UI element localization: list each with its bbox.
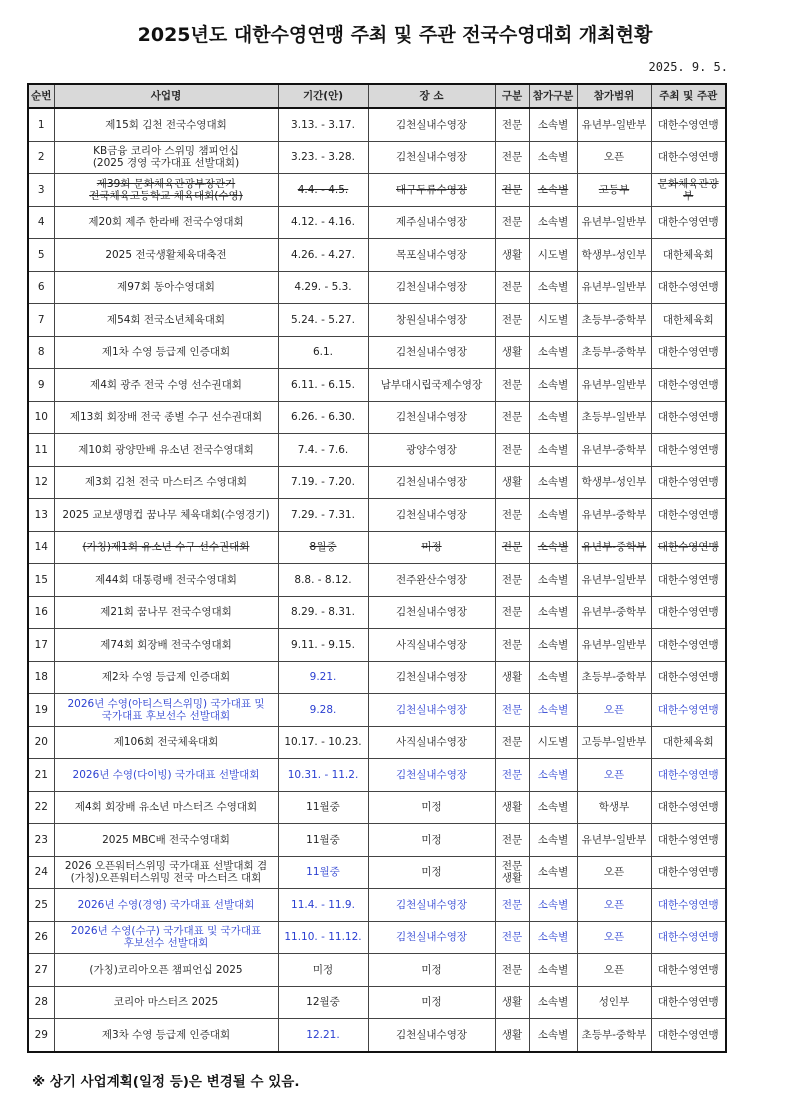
cell-name: 제3회 김천 전국 마스터즈 수영대회 (54, 466, 278, 499)
cell-type: 전문 (495, 694, 529, 727)
cell-no: 6 (28, 271, 54, 304)
cell-venue: 미정 (368, 824, 495, 857)
document-date: 2025. 9. 5. (648, 60, 728, 74)
cell-entry: 소속별 (529, 856, 577, 889)
table-row (28, 726, 726, 759)
cell-period: 9.11. - 9.15. (278, 629, 368, 662)
cell-entry: 소속별 (529, 369, 577, 402)
cell-type: 전문 (495, 726, 529, 759)
cell-no: 2 (28, 141, 54, 174)
cell-name: 2026년 수영(아티스틱스위밍) 국가대표 및 국가대표 후보선수 선발대회 (54, 694, 278, 727)
cell-type: 전문 (495, 434, 529, 467)
header-type: 구분 (495, 84, 529, 108)
cell-no: 16 (28, 596, 54, 629)
cell-type: 생활 (495, 239, 529, 272)
cell-range: 유년부-일반부 (577, 369, 651, 402)
table-row (28, 564, 726, 597)
header-name: 사업명 (54, 84, 278, 108)
cell-venue: 미정 (368, 986, 495, 1019)
table-row (28, 206, 726, 239)
cell-period: 6.1. (278, 336, 368, 369)
cell-entry: 소속별 (529, 759, 577, 792)
cell-type: 전문 (495, 596, 529, 629)
cell-venue: 창원실내수영장 (368, 304, 495, 337)
cell-name: KB금융 코리아 스위밍 챔피언십 (2025 경영 국가대표 선발대회) (54, 141, 278, 174)
table-row (28, 401, 726, 434)
cell-no: 1 (28, 108, 54, 141)
cell-no: 20 (28, 726, 54, 759)
cell-range: 고등부-일반부 (577, 726, 651, 759)
cell-no: 15 (28, 564, 54, 597)
table-row (28, 694, 726, 727)
cell-venue: 전주완산수영장 (368, 564, 495, 597)
table-row (28, 1019, 726, 1052)
cell-period: 10.31. - 11.2. (278, 759, 368, 792)
cell-venue: 김천실내수영장 (368, 466, 495, 499)
cell-host: 대한체육회 (651, 726, 726, 759)
cell-no: 14 (28, 531, 54, 564)
cell-period: 9.28. (278, 694, 368, 727)
cell-type: 생활 (495, 466, 529, 499)
cell-venue: 김천실내수영장 (368, 759, 495, 792)
table-row (28, 824, 726, 857)
cell-period: 9.21. (278, 661, 368, 694)
cell-range: 유년부-일반부 (577, 824, 651, 857)
cell-range: 성인부 (577, 986, 651, 1019)
table-row (28, 856, 726, 889)
cell-host: 대한수영연맹 (651, 531, 726, 564)
cell-no: 27 (28, 954, 54, 987)
cell-range: 학생부-성인부 (577, 239, 651, 272)
cell-range: 오픈 (577, 954, 651, 987)
cell-type: 생활 (495, 986, 529, 1019)
cell-name: 제4회 회장배 유소년 마스터즈 수영대회 (54, 791, 278, 824)
cell-type: 전문 (495, 629, 529, 662)
cell-type: 전문 (495, 759, 529, 792)
cell-no: 3 (28, 174, 54, 207)
cell-entry: 소속별 (529, 629, 577, 662)
cell-period: 3.23. - 3.28. (278, 141, 368, 174)
cell-type: 전문 (495, 921, 529, 954)
cell-host: 대한수영연맹 (651, 206, 726, 239)
cell-range: 유년부-중학부 (577, 499, 651, 532)
cell-host: 대한수영연맹 (651, 434, 726, 467)
cell-name: 제20회 제주 한라배 전국수영대회 (54, 206, 278, 239)
cell-host: 대한수영연맹 (651, 629, 726, 662)
cell-host: 대한수영연맹 (651, 791, 726, 824)
cell-no: 21 (28, 759, 54, 792)
cell-range: 유년부-일반부 (577, 206, 651, 239)
cell-entry: 소속별 (529, 336, 577, 369)
cell-no: 9 (28, 369, 54, 402)
cell-venue: 대구두류수영장 (368, 174, 495, 207)
cell-name: 제106회 전국체육대회 (54, 726, 278, 759)
cell-name: 제4회 광주 전국 수영 선수권대회 (54, 369, 278, 402)
header-host: 주최 및 주관 (651, 84, 726, 108)
cell-type: 전문 (495, 304, 529, 337)
cell-no: 19 (28, 694, 54, 727)
cell-name: 2026년 수영(수구) 국가대표 및 국가대표 후보선수 선발대회 (54, 921, 278, 954)
table-row (28, 791, 726, 824)
cell-venue: 김천실내수영장 (368, 499, 495, 532)
cell-no: 29 (28, 1019, 54, 1052)
cell-host: 대한수영연맹 (651, 499, 726, 532)
cell-venue: 남부대시립국제수영장 (368, 369, 495, 402)
cell-entry: 소속별 (529, 401, 577, 434)
cell-type: 전문 생활 (495, 856, 529, 889)
cell-entry: 소속별 (529, 921, 577, 954)
cell-period: 8.8. - 8.12. (278, 564, 368, 597)
cell-entry: 시도별 (529, 304, 577, 337)
cell-host: 대한수영연맹 (651, 759, 726, 792)
cell-entry: 소속별 (529, 271, 577, 304)
cell-venue: 미정 (368, 954, 495, 987)
cell-host: 문화체육관광부 (651, 174, 726, 207)
cell-no: 8 (28, 336, 54, 369)
table-row (28, 661, 726, 694)
table-row (28, 369, 726, 402)
cell-host: 대한수영연맹 (651, 1019, 726, 1052)
cell-period: 7.19. - 7.20. (278, 466, 368, 499)
cell-period: 4.29. - 5.3. (278, 271, 368, 304)
cell-entry: 시도별 (529, 726, 577, 759)
cell-type: 생활 (495, 661, 529, 694)
cell-period: 10.17. - 10.23. (278, 726, 368, 759)
table-row (28, 499, 726, 532)
cell-venue: 김천실내수영장 (368, 401, 495, 434)
cell-type: 생활 (495, 336, 529, 369)
cell-period: 4.4. - 4.5. (278, 174, 368, 207)
cell-host: 대한수영연맹 (651, 369, 726, 402)
cell-range: 유년부-일반부 (577, 564, 651, 597)
cell-period: 3.13. - 3.17. (278, 108, 368, 141)
cell-no: 4 (28, 206, 54, 239)
table-row (28, 986, 726, 1019)
cell-no: 10 (28, 401, 54, 434)
cell-venue: 미정 (368, 856, 495, 889)
cell-range: 학생부-성인부 (577, 466, 651, 499)
cell-no: 12 (28, 466, 54, 499)
page-title: 2025년도 대한수영연맹 주최 및 주관 전국수영대회 개최현황 (137, 24, 653, 46)
cell-host: 대한수영연맹 (651, 661, 726, 694)
cell-range: 유년부-일반부 (577, 108, 651, 141)
cell-type: 전문 (495, 824, 529, 857)
cell-name: 제10회 광양만배 유소년 전국수영대회 (54, 434, 278, 467)
table-header-row (28, 84, 726, 108)
cell-period: 12.21. (278, 1019, 368, 1052)
table-row (28, 434, 726, 467)
cell-entry: 소속별 (529, 531, 577, 564)
cell-range: 오픈 (577, 889, 651, 922)
cell-venue: 사직실내수영장 (368, 629, 495, 662)
cell-type: 전문 (495, 174, 529, 207)
cell-host: 대한수영연맹 (651, 856, 726, 889)
cell-type: 생활 (495, 1019, 529, 1052)
table-row (28, 629, 726, 662)
cell-host: 대한수영연맹 (651, 596, 726, 629)
cell-name: 제2차 수영 등급제 인증대회 (54, 661, 278, 694)
cell-name: 제15회 김천 전국수영대회 (54, 108, 278, 141)
cell-name: (가칭)코리아오픈 챔피언십 2025 (54, 954, 278, 987)
cell-venue: 김천실내수영장 (368, 336, 495, 369)
table-row (28, 336, 726, 369)
cell-entry: 소속별 (529, 141, 577, 174)
cell-type: 전문 (495, 954, 529, 987)
cell-range: 초등부-일반부 (577, 401, 651, 434)
cell-type: 전문 (495, 564, 529, 597)
cell-host: 대한수영연맹 (651, 401, 726, 434)
cell-venue: 사직실내수영장 (368, 726, 495, 759)
cell-name: 2025 교보생명컵 꿈나무 체육대회(수영경기) (54, 499, 278, 532)
cell-host: 대한수영연맹 (651, 271, 726, 304)
cell-range: 초등부-중학부 (577, 336, 651, 369)
cell-venue: 제주실내수영장 (368, 206, 495, 239)
cell-range: 오픈 (577, 856, 651, 889)
cell-no: 7 (28, 304, 54, 337)
cell-entry: 소속별 (529, 954, 577, 987)
cell-no: 18 (28, 661, 54, 694)
cell-name: 제3차 수영 등급제 인증대회 (54, 1019, 278, 1052)
cell-entry: 소속별 (529, 694, 577, 727)
cell-host: 대한수영연맹 (651, 921, 726, 954)
cell-name: 제97회 동아수영대회 (54, 271, 278, 304)
cell-entry: 소속별 (529, 1019, 577, 1052)
cell-host: 대한수영연맹 (651, 986, 726, 1019)
cell-entry: 소속별 (529, 466, 577, 499)
cell-entry: 소속별 (529, 596, 577, 629)
cell-entry: 소속별 (529, 791, 577, 824)
cell-range: 오픈 (577, 694, 651, 727)
cell-venue: 김천실내수영장 (368, 694, 495, 727)
cell-entry: 소속별 (529, 986, 577, 1019)
header-period: 기간(안) (278, 84, 368, 108)
cell-host: 대한체육회 (651, 304, 726, 337)
cell-name: 2025 MBC배 전국수영대회 (54, 824, 278, 857)
cell-period: 4.26. - 4.27. (278, 239, 368, 272)
cell-name: 제74회 회장배 전국수영대회 (54, 629, 278, 662)
cell-host: 대한수영연맹 (651, 564, 726, 597)
table-row (28, 921, 726, 954)
cell-no: 22 (28, 791, 54, 824)
cell-venue: 김천실내수영장 (368, 141, 495, 174)
cell-type: 전문 (495, 108, 529, 141)
cell-host: 대한수영연맹 (651, 141, 726, 174)
cell-range: 유년부-일반부 (577, 271, 651, 304)
cell-range: 고등부 (577, 174, 651, 207)
cell-venue: 광양수영장 (368, 434, 495, 467)
cell-host: 대한수영연맹 (651, 108, 726, 141)
cell-host: 대한수영연맹 (651, 336, 726, 369)
cell-name: 제54회 전국소년체육대회 (54, 304, 278, 337)
cell-venue: 김천실내수영장 (368, 661, 495, 694)
cell-entry: 소속별 (529, 824, 577, 857)
cell-name: 제1차 수영 등급제 인증대회 (54, 336, 278, 369)
cell-venue: 미정 (368, 531, 495, 564)
cell-entry: 소속별 (529, 108, 577, 141)
cell-entry: 소속별 (529, 889, 577, 922)
cell-period: 미정 (278, 954, 368, 987)
cell-range: 유년부-중학부 (577, 596, 651, 629)
cell-host: 대한수영연맹 (651, 889, 726, 922)
table-row (28, 271, 726, 304)
cell-name: 제44회 대통령배 전국수영대회 (54, 564, 278, 597)
cell-range: 유년부-중학부 (577, 434, 651, 467)
cell-venue: 김천실내수영장 (368, 271, 495, 304)
cell-venue: 목포실내수영장 (368, 239, 495, 272)
cell-name: 2026 오픈워터스위밍 국가대표 선발대회 겸 (가칭)오픈워터스위밍 전국 마스터즈 대회 (54, 856, 278, 889)
cell-type: 전문 (495, 499, 529, 532)
cell-range: 오픈 (577, 921, 651, 954)
table-row (28, 141, 726, 174)
cell-entry: 소속별 (529, 499, 577, 532)
cell-no: 24 (28, 856, 54, 889)
cell-name: 코리아 마스터즈 2025 (54, 986, 278, 1019)
cell-host: 대한수영연맹 (651, 954, 726, 987)
cell-no: 28 (28, 986, 54, 1019)
footnote: ※ 상기 사업계획(일정 등)은 변경될 수 있음. (32, 1074, 300, 1090)
cell-range: 초등부-중학부 (577, 304, 651, 337)
cell-range: 오픈 (577, 141, 651, 174)
cell-type: 전문 (495, 271, 529, 304)
cell-entry: 소속별 (529, 206, 577, 239)
table-row (28, 466, 726, 499)
table-row (28, 759, 726, 792)
cell-range: 유년부-일반부 (577, 629, 651, 662)
cell-entry: 시도별 (529, 239, 577, 272)
cell-period: 5.24. - 5.27. (278, 304, 368, 337)
cell-period: 7.4. - 7.6. (278, 434, 368, 467)
cell-range: 학생부 (577, 791, 651, 824)
cell-venue: 김천실내수영장 (368, 596, 495, 629)
table-row (28, 531, 726, 564)
header-no: 순번 (28, 84, 54, 108)
cell-type: 전문 (495, 141, 529, 174)
cell-period: 7.29. - 7.31. (278, 499, 368, 532)
cell-type: 전문 (495, 206, 529, 239)
cell-period: 11월중 (278, 856, 368, 889)
cell-name: 2025 전국생활체육대축전 (54, 239, 278, 272)
cell-venue: 김천실내수영장 (368, 889, 495, 922)
header-entry: 참가구분 (529, 84, 577, 108)
cell-period: 4.12. - 4.16. (278, 206, 368, 239)
cell-period: 8.29. - 8.31. (278, 596, 368, 629)
cell-name: (가칭)제1회 유소년 수구 선수권대회 (54, 531, 278, 564)
cell-host: 대한수영연맹 (651, 694, 726, 727)
cell-entry: 소속별 (529, 174, 577, 207)
cell-venue: 김천실내수영장 (368, 921, 495, 954)
cell-range: 초등부-중학부 (577, 661, 651, 694)
table-row (28, 596, 726, 629)
cell-period: 11.4. - 11.9. (278, 889, 368, 922)
cell-period: 11월중 (278, 791, 368, 824)
table-row (28, 108, 726, 141)
event-table (27, 83, 727, 1053)
cell-host: 대한수영연맹 (651, 466, 726, 499)
cell-name: 제13회 회장배 전국 종별 수구 선수권대회 (54, 401, 278, 434)
cell-name: 제21회 꿈나무 전국수영대회 (54, 596, 278, 629)
cell-no: 26 (28, 921, 54, 954)
cell-name: 제39회 문화체육관광부장관기 전국체육고등학교 체육대회(수영) (54, 174, 278, 207)
cell-period: 6.11. - 6.15. (278, 369, 368, 402)
cell-entry: 소속별 (529, 434, 577, 467)
cell-range: 유년부-중학부 (577, 531, 651, 564)
cell-period: 11.10. - 11.12. (278, 921, 368, 954)
cell-type: 전문 (495, 369, 529, 402)
cell-no: 23 (28, 824, 54, 857)
cell-type: 전문 (495, 531, 529, 564)
cell-period: 11월중 (278, 824, 368, 857)
table-row (28, 889, 726, 922)
cell-no: 5 (28, 239, 54, 272)
cell-name: 2026년 수영(경영) 국가대표 선발대회 (54, 889, 278, 922)
table-row (28, 174, 726, 207)
cell-period: 6.26. - 6.30. (278, 401, 368, 434)
cell-venue: 김천실내수영장 (368, 1019, 495, 1052)
cell-name: 2026년 수영(다이빙) 국가대표 선발대회 (54, 759, 278, 792)
cell-entry: 소속별 (529, 564, 577, 597)
cell-period: 12월중 (278, 986, 368, 1019)
cell-type: 전문 (495, 401, 529, 434)
table-row (28, 239, 726, 272)
cell-no: 17 (28, 629, 54, 662)
cell-no: 13 (28, 499, 54, 532)
table-row (28, 304, 726, 337)
cell-venue: 미정 (368, 791, 495, 824)
cell-range: 초등부-중학부 (577, 1019, 651, 1052)
cell-type: 생활 (495, 791, 529, 824)
cell-no: 25 (28, 889, 54, 922)
cell-entry: 소속별 (529, 661, 577, 694)
table-row (28, 954, 726, 987)
cell-host: 대한수영연맹 (651, 824, 726, 857)
header-venue: 장 소 (368, 84, 495, 108)
cell-host: 대한체육회 (651, 239, 726, 272)
header-range: 참가범위 (577, 84, 651, 108)
cell-no: 11 (28, 434, 54, 467)
cell-type: 전문 (495, 889, 529, 922)
cell-venue: 김천실내수영장 (368, 108, 495, 141)
cell-period: 8월중 (278, 531, 368, 564)
cell-range: 오픈 (577, 759, 651, 792)
